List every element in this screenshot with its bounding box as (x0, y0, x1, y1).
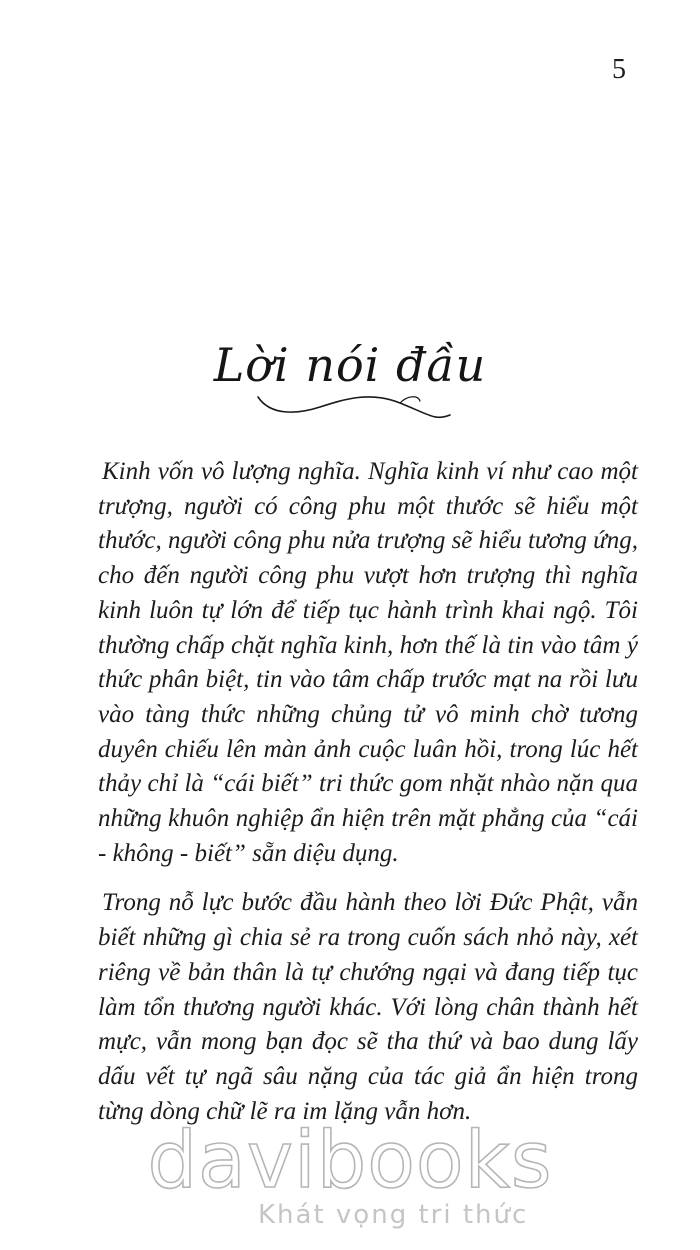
paragraph: Kinh vốn vô lượng nghĩa. Nghĩa kinh ví như cao một trượng, người có công phu một thước sẽ hiểu một thước, người công phu nửa trượng sẽ hiểu tương ứng, cho đến người công phu vượt hơn trượng thì nghĩa kinh luôn tự lớn để tiếp tục hành trình khai ngộ. Tôi thường chấp chặt nghĩa kinh, hơn thế là tin vào tâm ý thức phân biệt, tin vào tâm chấp trước mạt na rồi lưu vào tàng thức những chủng tử vô minh chờ tương duyên chiếu lên màn ảnh cuộc luân hồi, trong lúc hết thảy chỉ là “cái biết” tri thức gom nhặt nhào nặn qua những khuôn nghiệp ẩn hiện trên mặt phẳng của “cái - không - biết” sẵn diệu dụng. (98, 458, 639, 867)
title-flourish (250, 385, 460, 425)
watermark-brand: davibooks (147, 1116, 553, 1206)
paragraph: Trong nỗ lực bước đầu hành theo lời Đức Phật, vẫn biết những gì chia sẻ ra trong cuốn sách nhỏ này, xét riêng về bản thân là tự chướng ngại và đang tiếp tục làm tổn thương người khác. Với lòng chân thành hết mực, vẫn mong bạn đọc sẽ tha thứ và bao dung lấy dấu vết tự ngã sâu nặng của tác giả ẩn hiện trong từng dòng chữ lẽ ra im lặng vẫn hơn. (98, 889, 638, 1125)
page-number: 5 (612, 54, 626, 85)
page-title: Lời nói đầu (213, 338, 487, 392)
watermark-tagline: Khát vọng tri thức (258, 1200, 529, 1230)
body-text (98, 455, 638, 1129)
